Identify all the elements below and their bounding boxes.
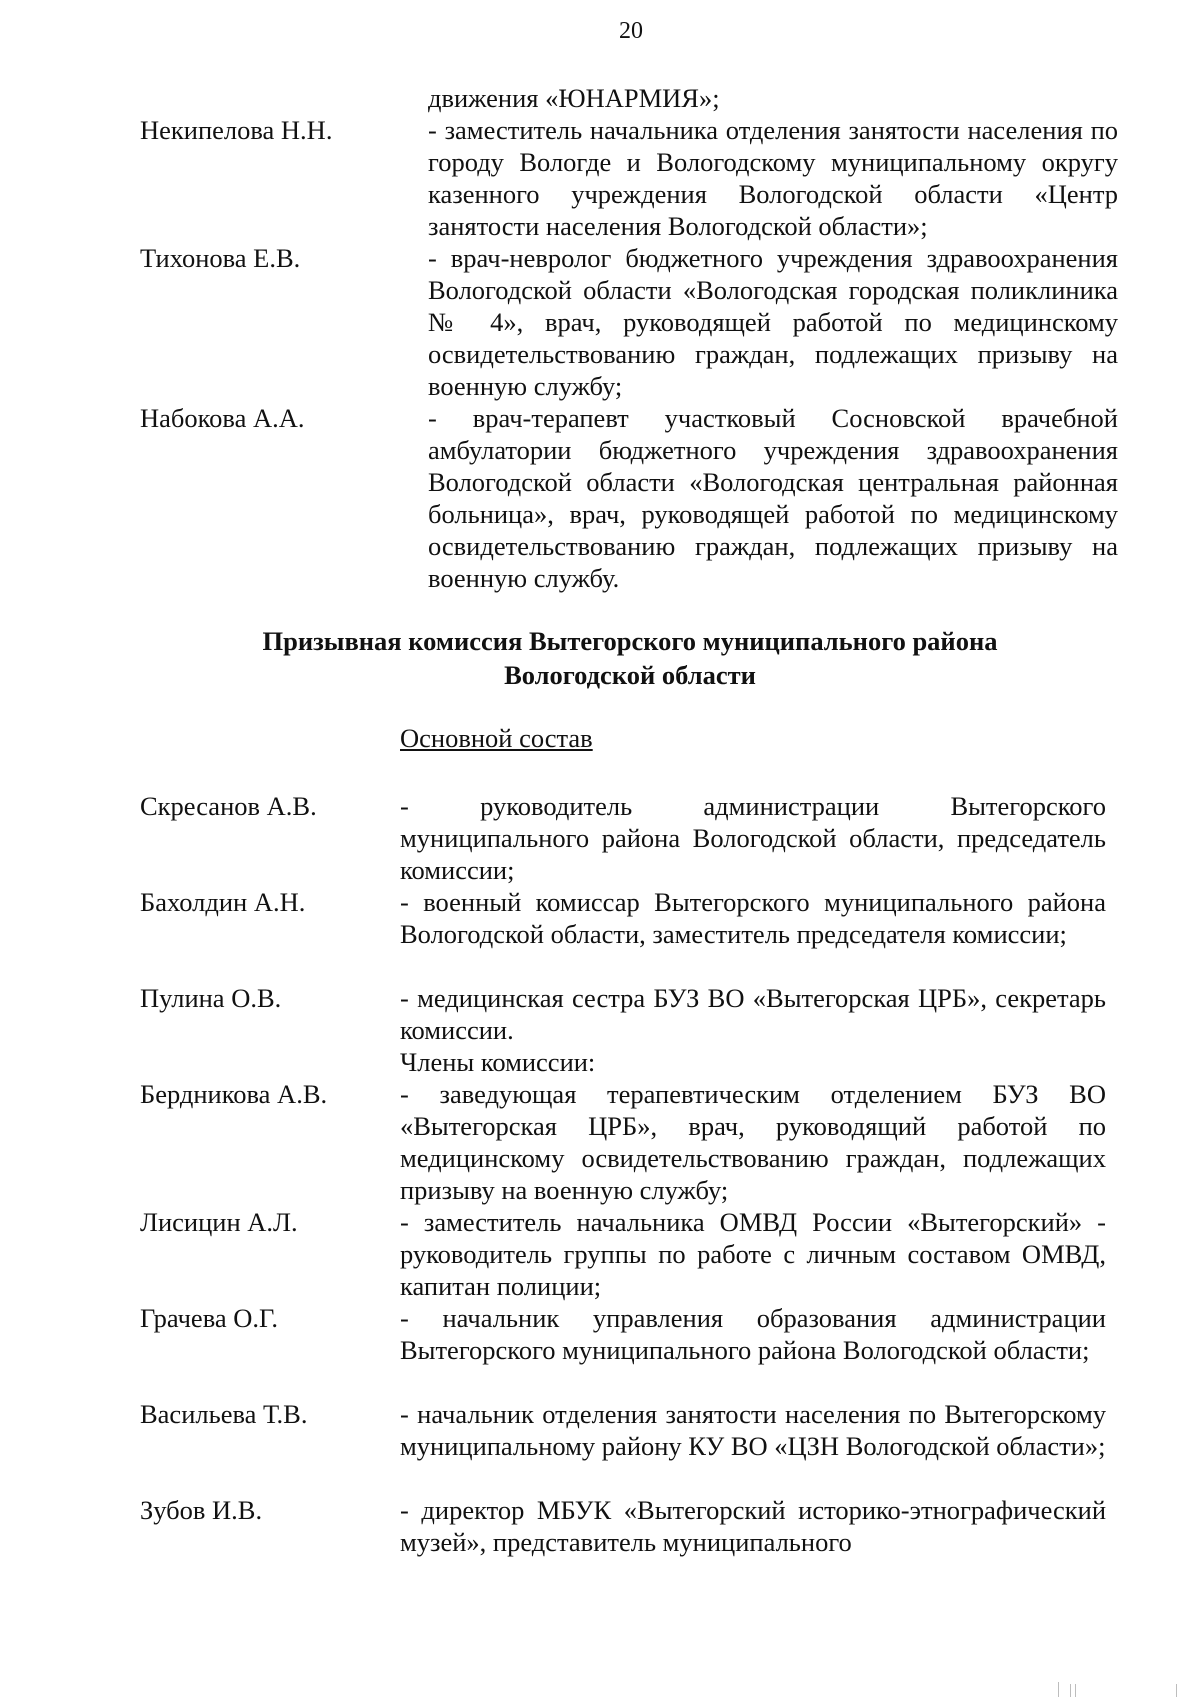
member-name: Бахолдин А.Н. — [140, 887, 306, 917]
member-role: - медицинская сестра БУЗ ВО «Вытегорская ЦРБ», секретарь комиссии. — [400, 983, 1106, 1045]
member-name: Зубов И.В. — [140, 1495, 263, 1525]
section-heading-line-1: Призывная комиссия Вытегорского муниципального района — [262, 626, 998, 656]
scan-artifact — [1075, 1684, 1076, 1697]
page-number: 20 — [619, 18, 643, 44]
member-name: Тихонова Е.В. — [140, 243, 301, 273]
scan-artifact — [1058, 1682, 1059, 1697]
member-role: - заведующая терапевтическим отделением БУЗ ВО «Вытегорская ЦРБ», врач, руководящий работой по медицинскому освидетельствованию граждан, подлежащих призыву на военную службу; — [400, 1079, 1106, 1205]
member-role: - военный комиссар Вытегорского муниципального района Вологодской области, заместитель председателя комиссии; — [400, 887, 1106, 949]
member-name: Грачева О.Г. — [140, 1303, 278, 1333]
member-role: - врач-терапевт участковый Сосновской врачебной амбулатории бюджетного учреждения здравоохранения Вологодской области «Вологодская центральная районная больница», врач, руководящей работой по медицинскому освидетельствованию граждан, подлежащих призыву на военную службу. — [428, 403, 1118, 593]
member-name: Лисицин А.Л. — [140, 1207, 298, 1237]
continuation-line: движения «ЮНАРМИЯ»; — [428, 83, 720, 113]
member-name: Скресанов А.В. — [140, 791, 317, 821]
section-heading — [130, 624, 1130, 692]
subsection-title: Основной состав — [400, 723, 593, 753]
scan-artifact — [1176, 1684, 1177, 1697]
member-name: Набокова А.А. — [140, 403, 305, 433]
member-name: Васильева Т.В. — [140, 1399, 308, 1429]
member-role: - заместитель начальника ОМВД России «Вытегорский» - руководитель группы по работе с личным составом ОМВД, капитан полиции; — [400, 1207, 1106, 1301]
scan-artifact — [1070, 1684, 1071, 1697]
member-name: Пулина О.В. — [140, 983, 282, 1013]
section-heading-line-2: Вологодской области — [504, 660, 756, 690]
member-role: - директор МБУК «Вытегорский историко-этнографический музей», представитель муниципального — [400, 1495, 1106, 1557]
member-role: - руководитель администрации Вытегорского муниципального района Вологодской области, председатель комиссии; — [400, 791, 1106, 885]
member-role: - врач-невролог бюджетного учреждения здравоохранения Вологодской области «Вологодская городская поликлиника № 4», врач, руководящей работой по медицинскому освидетельствованию граждан, подлежащих призыву на военную службу; — [428, 243, 1118, 401]
member-role: - начальник управления образования администрации Вытегорского муниципального района Вологодской области; — [400, 1303, 1106, 1365]
member-role: - начальник отделения занятости населения по Вытегорскому муниципальному району КУ ВО «ЦЗН Вологодской области»; — [400, 1399, 1106, 1461]
member-role: - заместитель начальника отделения занятости населения по городу Вологде и Вологодскому муниципальному округу казенного учреждения Вологодской области «Центр занятости населения Вологодской области»; — [428, 115, 1118, 241]
member-name: Некипелова Н.Н. — [140, 115, 333, 145]
members-label: Члены комиссии: — [400, 1047, 596, 1077]
member-name: Бердникова А.В. — [140, 1079, 328, 1109]
